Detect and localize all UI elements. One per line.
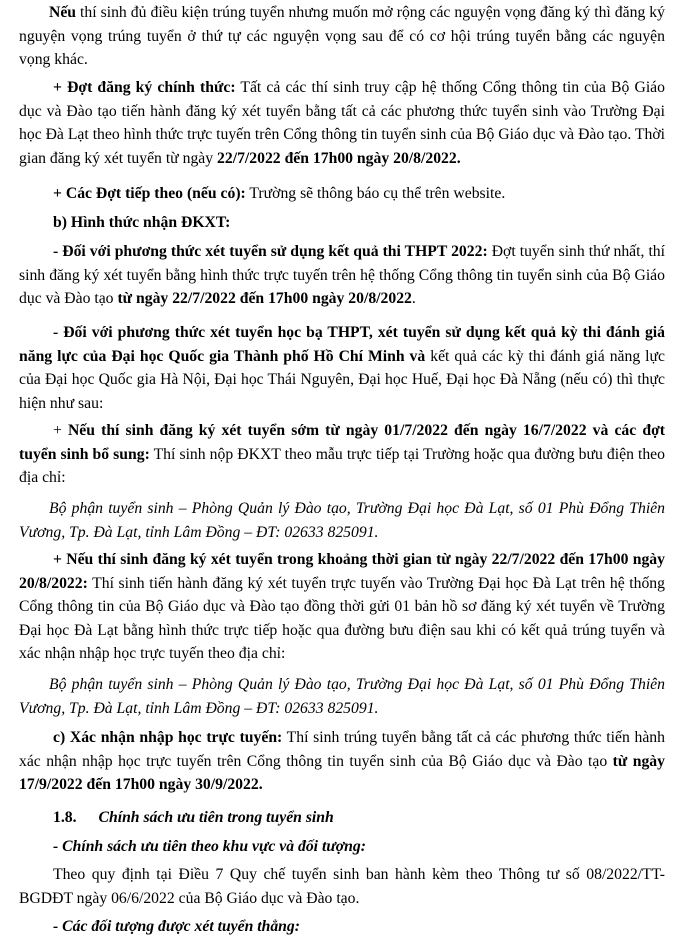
paragraph-thpt-method: - Đối với phương thức xét tuyển sử dụng kết quả thi THPT 2022: Đợt tuyển sinh thứ nhất, thí sinh đăng ký xét tuyển bằng hình thức trực tuyến trên hệ thống Cổng thông tin tuyển sinh của Bộ Giáo dục và Đào tạo từ ngày 22/7/2022 đến 17h00 ngày 20/8/2022. (19, 243, 666, 308)
paragraph-official-round: + Đợt đăng ký chính thức: Tất cả các thí sinh truy cập hệ thống Cổng thông tin của Bộ Giáo dục và Đào tạo tiến hành đăng ký xét tuyển bằng tất cả các phương thức tuyển sinh vào Trường Đại học Đà Lạt theo hình thức trực tuyến trên Cổng thông tin tuyển sinh của Bộ Giáo dục và Đào tạo. Thời gian đăng ký xét tuyển từ ngày 22/7/2022 đến 17h00 ngày 20/8/2022. (19, 79, 665, 167)
address-block-1: Bộ phận tuyển sinh – Phòng Quản lý Đào tạo, Trường Đại học Đà Lạt, số 01 Phù Đổng Thiên Vương, Tp. Đà Lạt, tỉnh Lâm Đồng – ĐT: 02633 825091. (19, 500, 665, 541)
paragraph-transcript-method: - Đối với phương thức xét tuyển học bạ THPT, xét tuyển sử dụng kết quả kỳ thi đánh giá năng lực của Đại học Quốc gia Thành phố Hồ Chí Minh và kết quả các kỳ thi đánh giá năng lực của Đại học Quốc gia Hà Nội, Đại học Thái Nguyên, Đại học Huế, Đại học Đà Nẵng (nếu có) thì thực hiện như sau: (19, 324, 665, 412)
paragraph-aspiration-note: Nếu thí sinh đủ điều kiện trúng tuyển nhưng muốn mở rộng các nguyện vọng đăng ký thì đăng ký nguyện vọng trúng tuyển ở thứ tự các nguyện vọng sau để có cơ hội trúng tuyển bằng các nguyện vọng khác. (19, 4, 665, 69)
paragraph-early-round: + Nếu thí sinh đăng ký xét tuyển sớm từ ngày 01/7/2022 đến ngày 16/7/2022 và các đợt tuyển sinh bổ sung: Thí sinh nộp ĐKXT theo mẫu trực tiếp tại Trường hoặc qua đường bưu điện theo địa chỉ: (19, 422, 665, 487)
paragraph-c-enrollment-confirmation: c) Xác nhận nhập học trực tuyến: Thí sinh trúng tuyển bằng tất cả các phương thức tiến hành xác nhận nhập học trực tuyến trên Cổng thông tin tuyển sinh của Bộ Giáo dục và Đào tạo từ ngày 17/9/2022 đến 17h00 ngày 30/9/2022. (19, 729, 665, 794)
heading-priority-policy: - Chính sách ưu tiên theo khu vực và đối tượng: (53, 838, 366, 855)
address-block-2: Bộ phận tuyển sinh – Phòng Quản lý Đào tạo, Trường Đại học Đà Lạt, số 01 Phù Đổng Thiên Vương, Tp. Đà Lạt, tỉnh Lâm Đồng – ĐT: 02633 825091. (19, 676, 665, 717)
heading-b-application-form: b) Hình thức nhận ĐKXT: (53, 214, 231, 231)
paragraph-regulation-reference: Theo quy định tại Điều 7 Quy chế tuyển sinh ban hành kèm theo Thông tư số 08/2022/TT-BGDĐT ngày 06/6/2022 của Bộ Giáo dục và Đào tạo. (19, 866, 665, 907)
paragraph-next-rounds: + Các Đợt tiếp theo (nếu có): Trường sẽ thông báo cụ thể trên website. (53, 185, 506, 202)
heading-direct-admission: - Các đối tượng được xét tuyển thẳng: (53, 918, 300, 935)
section-heading-1-8: 1.8. Chính sách ưu tiên trong tuyển sinh (53, 809, 334, 826)
paragraph-main-round: + Nếu thí sinh đăng ký xét tuyển trong khoảng thời gian từ ngày 22/7/2022 đến 17h00 ngày 20/8/2022: Thí sinh tiến hành đăng ký xét tuyển trực tuyến vào Trường Đại học Đà Lạt trên hệ thống Cổng thông tin của Bộ Giáo dục và Đào tạo đồng thời gửi 01 bản hồ sơ đăng ký xét tuyển về Trường Đại học Đà Lạt bằng hình thức trực tiếp hoặc qua đường bưu điện sau khi có kết quả trúng tuyển và xác nhận nhập học trực tuyến theo địa chỉ: (19, 551, 665, 663)
